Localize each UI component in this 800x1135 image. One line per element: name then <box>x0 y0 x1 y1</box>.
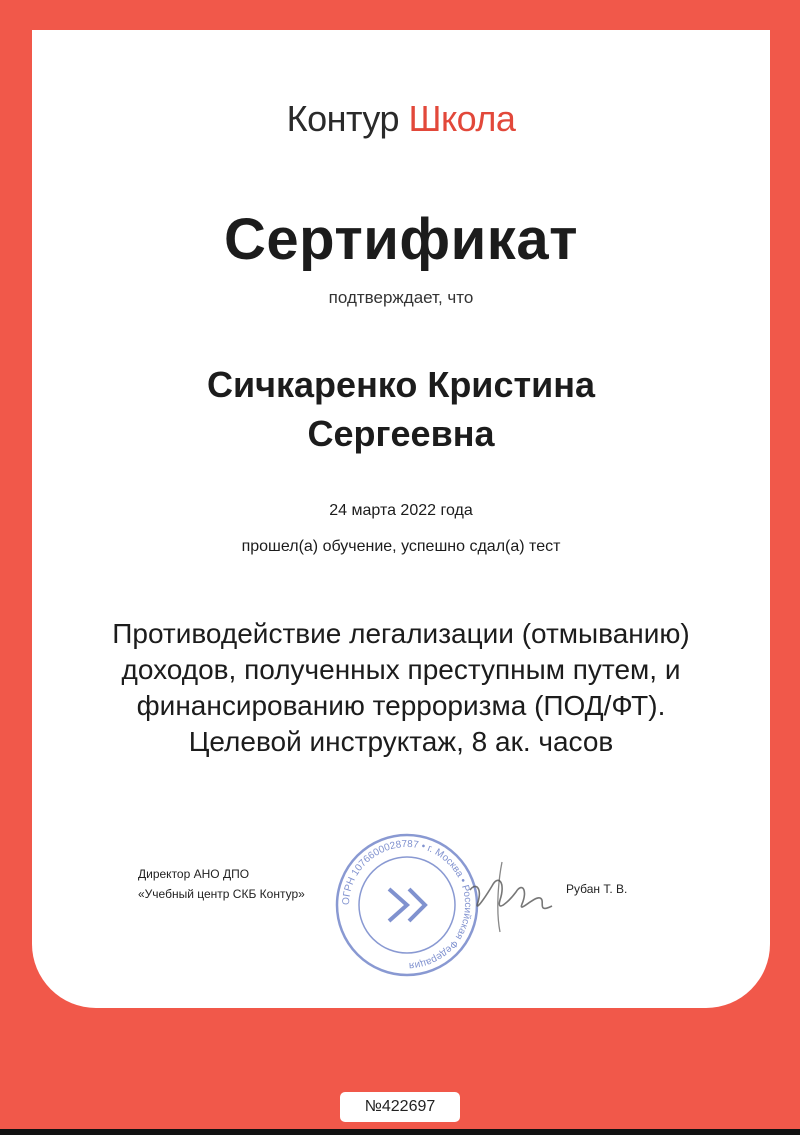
recipient-name-line2: Сергеевна <box>307 413 495 454</box>
recipient-name-line1: Сичкаренко Кристина <box>206 364 595 405</box>
logo-product: Школа <box>408 98 516 139</box>
certificate-sheet <box>32 30 770 1008</box>
issue-date: 24 марта 2022 года <box>329 502 473 519</box>
kontur-school-logo <box>32 98 770 140</box>
seal-stamp-icon <box>332 830 482 980</box>
stamp-text: ОГРН 1076600028787 • г. Москва • Российская Федерация <box>340 838 474 972</box>
course-title: Противодействие легализации (отмыванию) доходов, полученных преступным путем, и финансированию терроризма (ПОД/ФТ). Целевой инструктаж, 8 ак. часов <box>112 618 690 757</box>
logo-brand: Контур <box>286 98 399 139</box>
director-position-line1: Директор АНО ДПО <box>138 867 250 881</box>
director-position-line2: «Учебный центр СКБ Контур» <box>138 887 305 901</box>
confirms-text: подтверждает, что <box>328 288 474 307</box>
certificate-title: Сертификат <box>224 207 578 272</box>
signature-icon <box>462 852 572 942</box>
signer-name: Рубан Т. В. <box>566 882 628 896</box>
completion-status: прошел(а) обучение, успешно сдал(а) тест <box>241 538 561 555</box>
bottom-bar <box>0 1129 800 1135</box>
recipient-name <box>32 360 770 458</box>
director-position <box>138 864 305 904</box>
certificate-number: №422697 <box>340 1092 460 1122</box>
